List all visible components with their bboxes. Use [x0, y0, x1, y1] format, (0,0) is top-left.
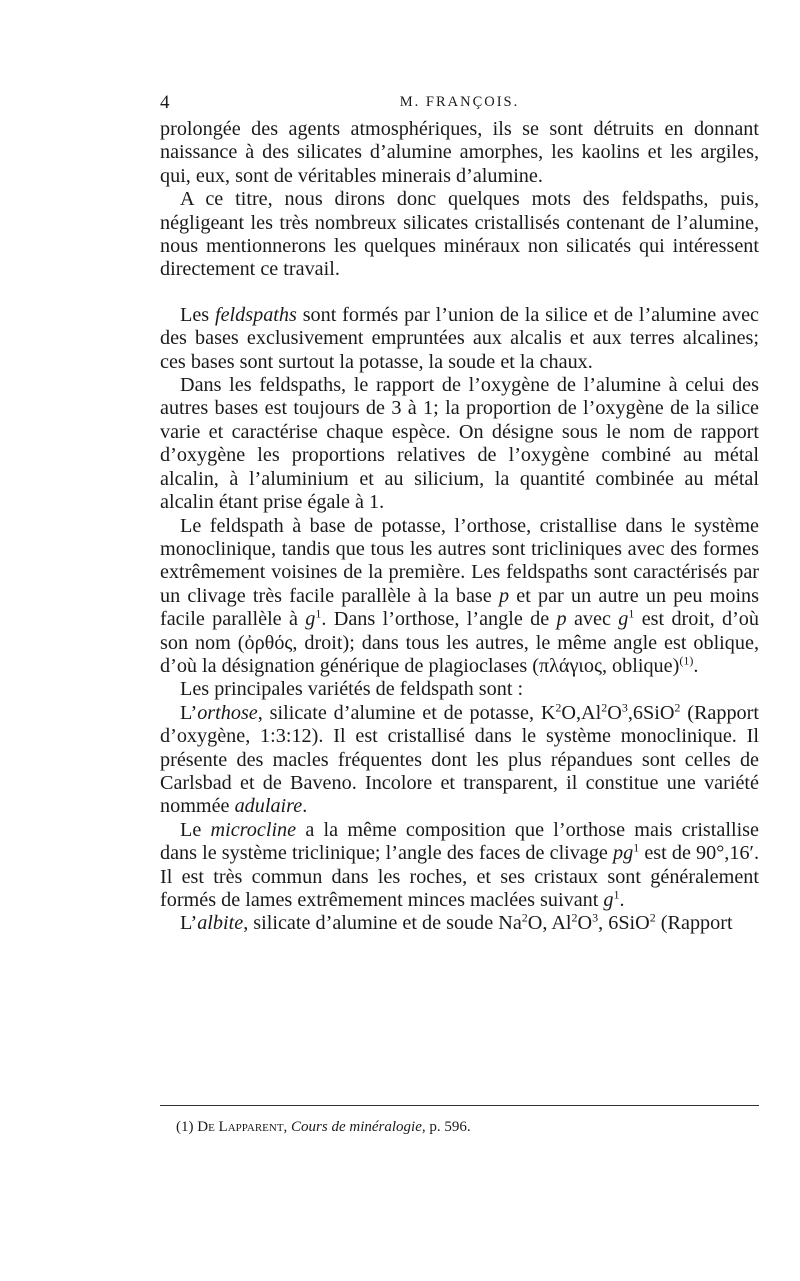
term-microcline: microcline: [210, 818, 297, 841]
term-orthose: orthose: [197, 701, 258, 724]
paragraph-continuation: prolongée des agents atmosphériques, ils se sont détruits en donnant naissance à des silicates d’alumine amorphes, les kaolins et les argiles, qui, eux, sont de véritables minerais d’alumine.: [160, 118, 759, 187]
paragraph-albite: L’albite, silicate d’alumine et de soude Na$^2$O, $Al^2O^3$, 6SiO$^2$ (Rapport: [180, 910, 733, 935]
term-adulaire: adulaire: [234, 795, 303, 818]
page-number: 4: [160, 92, 170, 113]
paragraph-oxygen-ratio: Dans les feldspaths, le rapport de l’oxygène de l’alumine à celui des autres bases est toujours de 3 à 1; la proportion de l’oxygène de la silice varie et caractérise chaque espèce. On désigne sous le nom de rapport d’oxygène les proportions relatives de l’oxygène combiné au métal alcalin, à l’aluminium et au silicium, la quantité combinée au métal alcalin étant prise égale à 1.: [160, 374, 759, 514]
running-head: M. FRANÇOIS.: [399, 94, 520, 110]
footnote-title: Cours de minéralogie: [291, 1119, 422, 1135]
footnote-author: De Lapparent: [197, 1119, 284, 1135]
paragraph-cleavage: Le feldspath à base de potasse, l’orthose, cristallise dans le système monoclinique, tandis que tous les autres sont tricliniques avec des formes extrêmement voisines de la première. Les feldspaths sont caractérisés par un clivage très facile parallèle à la base p et par un autre un peu moins facile parallèle à $g^1$. Dans l’orthose, l’angle de p avec $g^1$ est droit, d’où son nom (ὀρθός, droit); dans tous les autres, le même angle est oblique, d’où la désignation générique de plagioclases (πλάγιος, oblique)$^{(1)}$.: [160, 514, 759, 677]
footnote-reference: (1): [679, 653, 694, 668]
term-feldspaths: feldspaths: [214, 303, 297, 326]
paragraph-microcline: Le microcline a la même composition que l’orthose mais cristallise dans le système triclinique; l’angle des faces de clivage $pg^1$ est de 90°,16′. Il est très commun dans les roches, et ses cristaux sont généralement formés de lames extrêmement minces maclées suivant $g^1$.: [160, 818, 759, 911]
page-header: [160, 92, 759, 116]
paragraph-orthose: L’orthose, silicate d’alumine et de potasse, $K^2O,Al^2O^3,6SiO^2$ (Rapport d’oxygène, 1:3:12). Il est cristallisé dans le système monoclinique. Il présente des macles fréquentes dont les plus répandues sont celles de Carlsbad et de Baveno. Incolore et transparent, il constitue une variété nommée adulaire.: [160, 700, 759, 818]
paragraph-intro: A ce titre, nous dirons donc quelques mots des feldspaths, puis, négligeant les très nombreux silicates cristallisés contenant de l’alumine, nous mentionnerons les quelques minéraux non silicatés qui intéressent directement ce travail.: [160, 188, 759, 281]
term-albite: albite: [197, 912, 244, 935]
body-text: [160, 118, 759, 936]
footnote-divider: [160, 1105, 759, 1106]
paragraph-varieties: Les principales variétés de feldspath sont :: [180, 678, 524, 701]
paragraph-feldspaths: Les feldspaths sont formés par l’union de la silice et de l’alumine avec des bases exclusivement empruntées aux alcalis et aux terres alcalines; ces bases sont surtout la potasse, la soude et la chaux.: [160, 303, 759, 373]
footnote: (1) De Lapparent, Cours de minéralogie, p. 596.: [176, 1119, 471, 1135]
